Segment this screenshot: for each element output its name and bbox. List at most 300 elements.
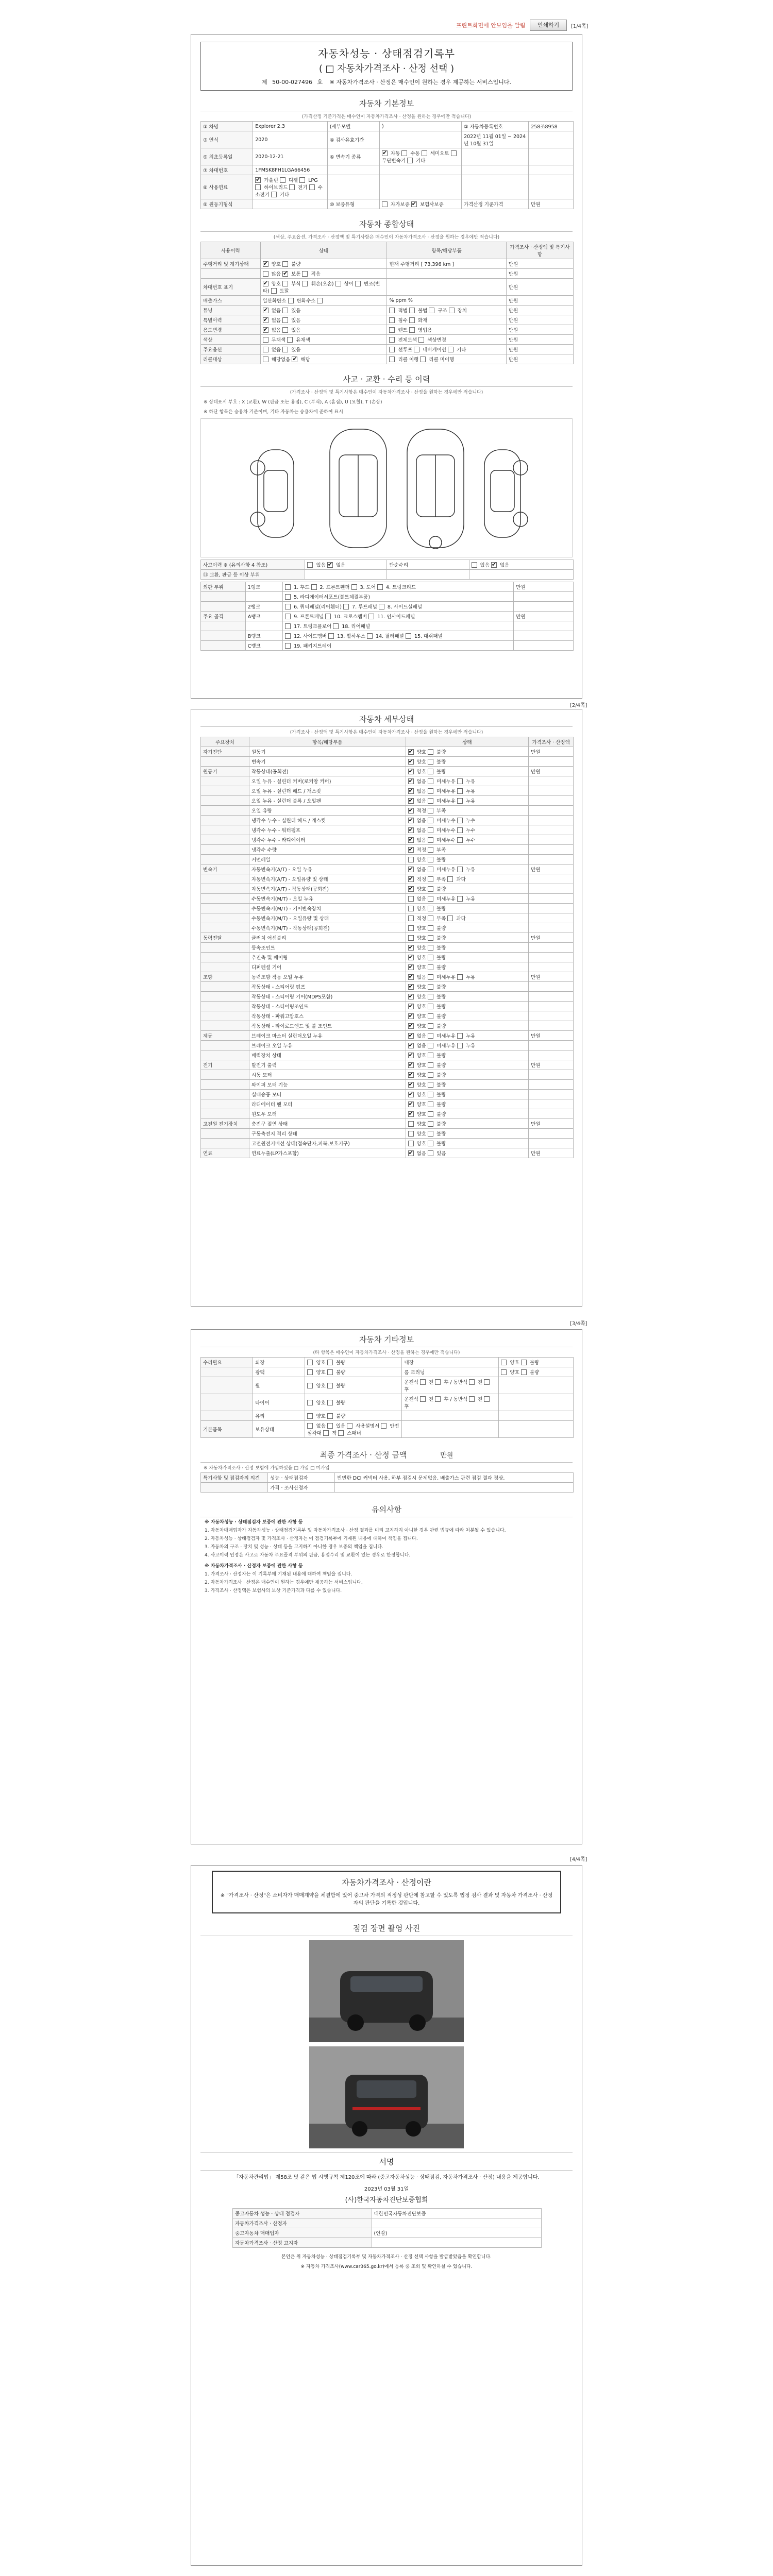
checkbox-unchecked [428,798,433,804]
checkbox-unchecked [282,347,288,352]
other-info-row [201,1377,574,1394]
detail-status-row [201,1050,574,1060]
table-cell: 광택 [253,1367,305,1377]
table-cell: 만원 [514,582,574,592]
table-cell: 와이퍼 모터 기능 [249,1080,406,1090]
table-cell: 선루프 네비게이션 기타 [387,345,506,354]
table-cell: 자동변속기(A/T) - 작동상태(공회전) [249,884,406,894]
table-cell [387,279,506,296]
table-cell [335,1483,574,1493]
detail-status-row [201,865,574,874]
caution-heading-2: ※ 자동차가격조사 · 산정자 보증에 관한 사항 등 [205,1564,303,1569]
signature-company: (사)한국자동차진단보증협회 [345,2196,428,2204]
checkbox-unchecked [428,1150,433,1156]
table-cell: 만원 [506,335,573,345]
table-cell [529,1050,574,1060]
checkbox-unchecked [457,818,463,823]
table-cell: 2랭크 [245,602,282,612]
table-cell [529,923,574,933]
table-cell: ⑩ 보증유형 [327,199,379,209]
page-4 [191,1865,582,2566]
checkbox-unchecked [307,1360,313,1365]
checkbox-unchecked [428,808,433,814]
table-cell: 커먼레일 [249,855,406,865]
table-cell [529,1011,574,1021]
checkbox-unchecked [327,1383,333,1388]
checkbox-checked [382,150,388,156]
price-remarks-table [200,1472,574,1493]
table-cell [462,175,529,199]
table-cell: 용도변경 [201,325,261,335]
damage-rank-row [201,612,574,621]
table-cell: ✔ 없음 미세누유 누유 [406,972,529,982]
caution-para: 1. 가격조사 · 산정자는 이 기록부에 기재된 내용에 대하여 책임을 집니다. [205,1572,352,1577]
checkbox-unchecked [285,614,291,619]
checkbox-unchecked [307,1369,313,1375]
table-cell [529,1002,574,1011]
table-cell: 만원 [506,315,573,325]
table-cell [514,602,574,612]
table-cell [529,1090,574,1099]
table-cell [529,796,574,806]
table-cell: 5. 라디에이터서포트(볼트체결부품) [283,592,514,602]
table-cell: 충전구 절연 상태 [249,1119,406,1129]
document-number: 50-00-027496 [272,79,313,86]
table-cell: 침수 화재 [387,315,506,325]
table-cell: 가격산정 기준가격 [462,199,529,209]
checkbox-unchecked [302,271,308,277]
table-cell [201,904,249,913]
table-cell: 실내송풍 모터 [249,1090,406,1099]
checkbox-unchecked [428,749,433,755]
table-cell: 오일 누유 - 실린더 헤드 / 개스킷 [249,786,406,796]
table-cell: ⑧ 사용연료 [201,175,253,199]
table-cell: 양호 불량 [406,933,529,943]
checkbox-unchecked [428,1141,433,1146]
checkbox-unchecked [317,298,323,303]
table-cell [201,786,249,796]
detail-status-row [201,904,574,913]
checkbox-unchecked [271,288,277,294]
table-cell: 2020 [253,131,328,148]
document-number-line: 제 50-00-027496 호 ※ 자동차가격조사 · 산정은 매수인이 원하는 경우 제공하는 서비스입니다. [261,79,512,86]
table-header-row [201,242,574,259]
table-cell [201,825,249,835]
table-cell: 양호 불량 [305,1411,402,1421]
table-cell [529,962,574,972]
checkbox-unchecked [408,906,414,911]
overall-status-note: (색상, 주요옵션, 가격조사 · 산정액 및 특기사항은 매수인이 자동차가격조사 · 산정을 원하는 경우에만 적습니다) [273,235,500,240]
table-cell: 많음 ✔ 보통 적음 [260,269,387,279]
table-cell [201,1050,249,1060]
table-cell: 양호 불량 [406,1129,529,1139]
checkbox-unchecked [457,798,463,804]
accident-summary-row [201,570,574,580]
table-cell: 원동기 [249,747,406,757]
table-cell: ) [380,122,462,131]
table-cell [529,1109,574,1119]
table-cell: 만원 [506,259,573,269]
checkbox-unchecked [328,633,334,639]
caution-para: 1. 자동차매매업자가 자동차성능 · 상태점검기록부 및 자동차가격조사 · 산정 결과를 미리 고지하지 아니한 경우 관련 법규에 따라 처분될 수 있습니다. [205,1528,506,1533]
table-cell: 운전석 전 후 / 동반석 전 후 [402,1377,499,1394]
table-cell: ✔ 양호 불량 [406,767,529,776]
detail-status-table [200,737,574,1158]
detail-status-row [201,1129,574,1139]
table-cell: % ppm % [387,296,506,306]
signature-date: 2023년 03월 31일 [364,2187,409,2192]
table-cell: 2022년 11월 01일 ~ 2024년 10월 31일 [462,131,529,148]
checkbox-checked [408,1092,414,1097]
table-cell: 작동상태 - 스티어링조인트 [249,1002,406,1011]
checkbox-unchecked [285,623,291,629]
detail-status-row [201,1090,574,1099]
other-info-row [201,1358,574,1367]
table-cell: 양호 불량 [305,1358,402,1367]
detail-status-row [201,923,574,933]
table-cell [201,884,249,894]
page-2 [191,709,582,1307]
table-cell: 중고자동차 매매업자 [233,2228,372,2238]
table-cell: 만원 [529,747,574,757]
table-cell: 연료 [201,1148,249,1158]
checkbox-unchecked [368,614,374,619]
checkbox-unchecked [521,1360,527,1365]
table-cell: 연료누출(LP가스포함) [249,1148,406,1158]
table-cell: 만원 [506,306,573,315]
checkbox-checked [292,357,297,362]
table-cell: 배출가스 [201,296,261,306]
table-cell: 1. 후드 2. 프론트휀더 3. 도어 4. 트렁크리드 [283,582,514,592]
table-cell [529,1070,574,1080]
table-cell: 19. 패키지트레이 [283,641,514,651]
table-cell: 디퍼렌셜 기어 [249,962,406,972]
table-cell [380,175,462,199]
table-cell: 고전원전기배선 상태(접속단자,피복,보호기구) [249,1139,406,1148]
table-cell [201,962,249,972]
table-cell [201,855,249,865]
table-cell: 렌트 영업용 [387,325,506,335]
checkbox-checked [408,886,414,892]
basic-info-row [201,175,574,199]
caution-title: 유의사항 [200,1500,573,1517]
table-cell: ✔ 양호 부식 훼손(오손) 상이 변조(변타) 도말 [260,279,387,296]
table-cell: ✔ 없음 미세누유 누유 [406,776,529,786]
checkbox-unchecked [309,184,315,190]
detail-status-row [201,776,574,786]
checkbox-unchecked [457,1033,463,1039]
table-cell [402,1411,499,1421]
detail-status-row [201,786,574,796]
table-cell [201,796,249,806]
table-cell [514,631,574,641]
table-cell [201,1099,249,1109]
price-remarks-row [201,1473,574,1483]
checkbox-unchecked [457,896,463,902]
checkbox-unchecked [428,1043,433,1048]
table-cell: 룸 크리닝 [402,1367,499,1377]
checkbox-unchecked [335,281,341,286]
photo-section-title: 점검 장면 촬영 사진 [200,1919,573,1936]
checkbox-unchecked [327,1400,333,1405]
table-cell: 만원 [529,1148,574,1158]
checkbox-unchecked [389,327,395,333]
table-cell [201,923,249,933]
checkbox-unchecked [428,896,433,902]
checkbox-unchecked [338,1430,344,1436]
table-cell [529,1041,574,1050]
checkbox-checked [408,827,414,833]
signature-row [233,2228,542,2238]
checkbox-unchecked [428,778,433,784]
table-cell: 258조8958 [529,122,574,131]
detail-status-row [201,1011,574,1021]
table-cell: 오일 누유 - 실린더 커버(로커암 커버) [249,776,406,786]
detail-status-row [201,933,574,943]
checkbox-checked [408,837,414,843]
checkbox-checked [408,955,414,960]
detail-status-note: (가격조사 · 산정액 및 특기사항은 매수인이 자동차가격조사 · 산정을 원하는 경우에만 적습니다) [290,730,483,735]
checkbox-checked [408,1101,414,1107]
table-cell [387,269,506,279]
table-cell [529,1139,574,1148]
checkbox-unchecked [428,916,433,921]
checkbox-checked [408,994,414,999]
overall-status-row [201,354,574,364]
table-cell [201,1011,249,1021]
document-title-box [200,42,573,91]
checkbox-unchecked [428,935,433,941]
detail-status-row [201,1041,574,1050]
table-cell: 만원 [529,865,574,874]
table-cell: 중고자동차 성능 · 상태 점검자 [233,2209,372,2218]
page-mark-3: [3/4쪽] [570,1321,587,1327]
table-cell [529,943,574,953]
checkbox-unchecked [323,1430,329,1436]
table-cell: ✔ 가솔린 디젤 LPG 하이브리드 전기 수소전기 기타 [253,175,328,199]
checkbox-unchecked [285,604,291,609]
detail-status-title: 자동차 세부상태 [200,709,573,727]
checkbox-unchecked [428,1062,433,1068]
table-cell: 클러치 어셈블리 [249,933,406,943]
table-cell: 브레이크 마스터 실린더오일 누유 [249,1031,406,1041]
table-cell: 수동변속기(M/T) - 오일유량 및 상태 [249,913,406,923]
checkbox-unchecked [401,150,407,156]
caution-para: 3. 가격조사 · 산정액은 보험사의 보상 기준가격과 다를 수 있습니다. [205,1588,342,1594]
table-cell: 고전원 전기장치 [201,1119,249,1129]
checkbox-unchecked [271,192,277,197]
table-cell [529,913,574,923]
table-cell: ✔ 없음 미세누유 누유 [406,1031,529,1041]
table-cell [201,982,249,992]
print-button[interactable]: 인쇄하기 [530,20,567,31]
table-cell [462,165,529,175]
inspection-photo-front [309,1940,464,2042]
table-cell: 대한민국자동차진단보증 [372,2209,541,2218]
overall-status-row [201,296,574,306]
table-cell: 만원 [529,972,574,982]
checkbox-unchecked [428,1072,433,1078]
detail-status-row [201,747,574,757]
checkbox-unchecked [299,177,305,183]
price-insurance-note: ※ 자동차가격조사 · 산정 보험에 가입하였음 □ 가입 □ 미가입 [204,1466,330,1471]
checkbox-unchecked [428,1082,433,1088]
table-cell [529,982,574,992]
table-cell [201,1041,249,1050]
checkbox-checked [408,945,414,951]
overall-status-row [201,279,574,296]
caution-para: 3. 자동차의 구조 · 장치 및 성능 · 상태 등을 고지하지 아니한 경우 보증의 책임을 집니다. [205,1545,383,1550]
table-cell: ✔ 양호 불량 [406,962,529,972]
basic-info-table [200,121,574,209]
table-cell: 특별이력 [201,315,261,325]
checkbox-unchecked [327,1413,333,1419]
table-cell: ✔ 양호 불량 [406,1021,529,1031]
basic-info-row [201,148,574,165]
table-cell: 무채색 유채색 [260,335,387,345]
car-diagram-svg [201,419,573,557]
checkbox-unchecked [381,1423,386,1429]
detail-status-row [201,1002,574,1011]
checkbox-checked [408,867,414,872]
table-cell: ✔ 없음 있음 [260,325,387,335]
table-cell [372,2238,541,2248]
table-cell: 있음 ✔ 없음 [469,560,573,570]
checkbox-unchecked [428,906,433,911]
checkbox-unchecked [409,317,415,323]
table-cell: ✔ 양호 불량 [406,1002,529,1011]
detail-status-row [201,845,574,855]
checkbox-unchecked [428,945,433,951]
table-cell: 만원 [506,325,573,335]
document-subtitle: ( □ 자동차가격조사 · 산정 선택 ) [318,63,455,74]
table-cell: 12. 사이드멤버 13. 휠하우스 14. 필러패널 15. 대쉬패널 [283,631,514,641]
table-cell: 양호 불량 [499,1358,574,1367]
table-cell: 보유상태 [253,1421,305,1438]
table-cell: 양호 불량 [499,1367,574,1377]
checkbox-checked [408,974,414,980]
footer-note: ※ 자동차 가격조사(www.car365.go.kr)에서 등록 중 조회 및 확인하실 수 있습니다. [300,2264,473,2269]
checkbox-unchecked [428,827,433,833]
checkbox-unchecked [428,925,433,931]
signature-statement: 「자동차관리법」 제58조 및 같은 법 시행규칙 제120조에 따라 (중고자동차성능 · 상태점검, 자동차가격조사 · 산정) 내용을 제공합니다. [233,2175,540,2180]
detail-status-row [201,835,574,845]
checkbox-unchecked [307,562,313,568]
detail-status-row [201,972,574,982]
overall-status-row [201,315,574,325]
checkbox-unchecked [282,281,288,286]
checkbox-checked [408,847,414,853]
checkbox-unchecked [428,867,433,872]
checkbox-unchecked [307,1413,313,1419]
basic-info-row [201,131,574,148]
checkbox-unchecked [408,1131,414,1137]
table-cell: ✔ 양호 불량 [406,747,529,757]
checkbox-checked [408,1053,414,1058]
table-cell: 양호 불량 [305,1394,402,1411]
table-cell: 추진축 및 베어링 [249,953,406,962]
table-cell: 가격 · 조사산정자 [268,1483,335,1493]
table-cell [327,165,379,175]
checkbox-unchecked [418,337,424,343]
overall-status-row [201,259,574,269]
price-remarks-row [201,1483,574,1493]
checkbox-unchecked [457,827,463,833]
table-cell [529,776,574,786]
checkbox-unchecked [428,1092,433,1097]
table-cell [201,1090,249,1099]
other-info-row [201,1394,574,1411]
checkbox-unchecked [428,1131,433,1137]
table-cell [529,1021,574,1031]
overall-status-row [201,335,574,345]
table-cell: ③ 연식 [201,131,253,148]
table-cell: 없음 있음 사용설명서 안전삼각대 잭 스패너 [305,1421,402,1438]
checkbox-unchecked [327,1423,333,1429]
checkbox-unchecked [469,1396,475,1402]
checkbox-unchecked [435,1396,441,1402]
top-bar [0,18,773,33]
checkbox-unchecked [282,261,288,267]
basic-info-title: 자동차 기본정보 [200,94,573,111]
table-cell: 양호 불량 [406,923,529,933]
checkbox-unchecked [389,308,395,313]
caution-para: 4. 사고이력 인정은 사고로 자동차 주요골격 부위의 판금, 용접수리 및 교환이 있는 경우로 한정합니다. [205,1553,411,1558]
accident-history-title: 사고 · 교환 · 수리 등 이력 [200,369,573,387]
checkbox-unchecked [428,994,433,999]
checkbox-unchecked [263,357,268,362]
table-cell: 수동변속기(M/T) - 오일 누유 [249,894,406,904]
table-cell [529,874,574,884]
table-cell: 단순수리 [387,560,469,570]
table-cell [201,894,249,904]
damage-rank-row [201,602,574,612]
checkbox-unchecked [347,1423,352,1429]
final-price-title: 최종 가격조사 · 산정 금액 만원 [200,1445,573,1463]
table-cell: 운전석 전 후 / 동반석 전 후 [402,1394,499,1411]
table-cell: 만원 [529,1031,574,1041]
table-cell: 동력전달 [201,933,249,943]
table-cell: ⑨ 원동기형식 [201,199,253,209]
table-cell: 냉각수 누수 - 워터펌프 [249,825,406,835]
detail-status-row [201,767,574,776]
table-cell: 기본품목 [201,1421,253,1438]
table-cell: ✔ 양호 불량 [406,1099,529,1109]
checkbox-unchecked [263,347,268,352]
checkbox-unchecked [428,955,433,960]
table-cell: 빈번한 DCI 커넥터 사용, 하부 점검시 문제없음. 배출가스 관련 점검 결과 정상. [335,1473,574,1483]
column-header: 주요장치 [201,737,249,747]
checkbox-unchecked [428,1111,433,1117]
checkbox-unchecked [472,562,477,568]
checkbox-unchecked [428,886,433,892]
checkbox-unchecked [355,281,361,286]
checkbox-unchecked [428,759,433,765]
detail-status-row [201,894,574,904]
checkbox-unchecked [406,633,411,639]
table-cell: 만원 [529,933,574,943]
signature-title: 서명 [200,2153,573,2171]
table-cell [201,943,249,953]
table-cell: ✔ 적정 부족 [406,806,529,816]
checkbox-unchecked [389,357,395,362]
checkbox-unchecked [280,177,285,183]
table-cell: ✔ 양호 불량 [406,757,529,767]
basic-info-note: (가격산정 기준가격은 매수인이 자동차가격조사 · 산정을 원하는 경우에만 적습니다) [301,114,472,120]
table-cell: ✔ 자동 수동 세미오토 무단변속기 기타 [380,148,462,165]
table-cell [245,592,282,602]
table-cell: 만원 [514,612,574,621]
